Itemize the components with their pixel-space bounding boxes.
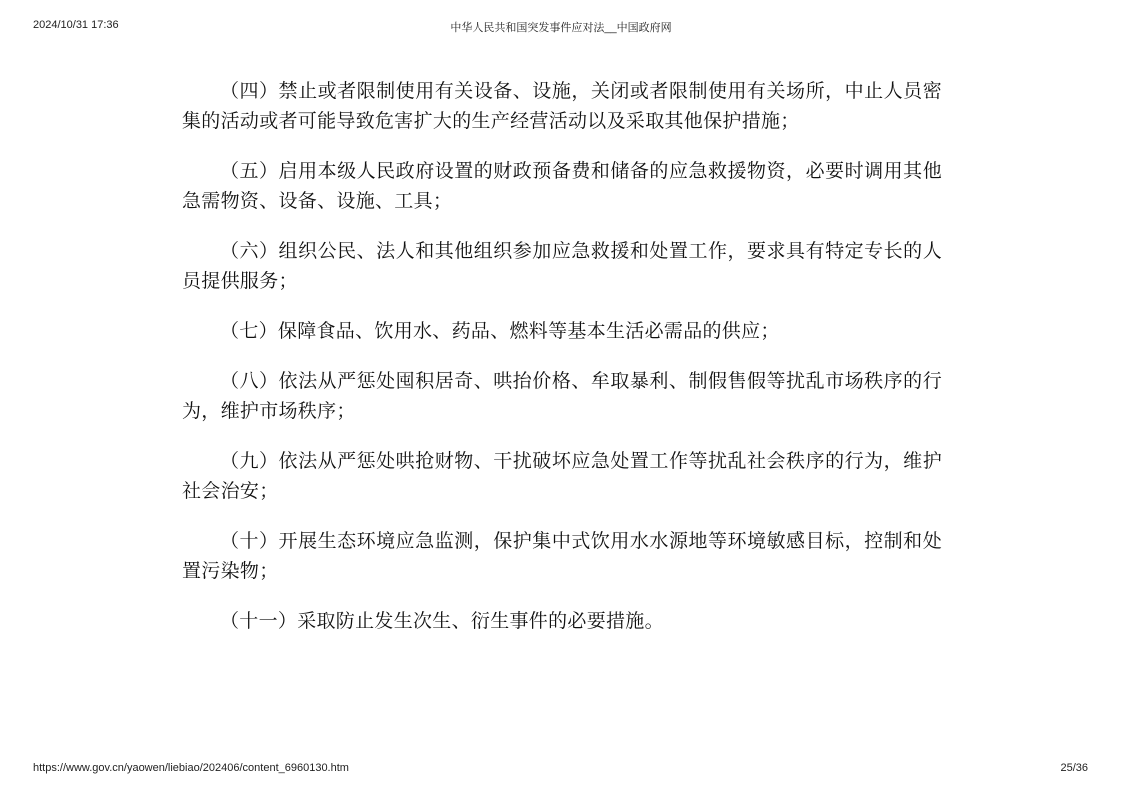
print-header — [0, 19, 1122, 35]
paragraph-item-6: （六）组织公民、法人和其他组织参加应急救援和处置工作，要求具有特定专长的人员提供服务； — [182, 240, 942, 292]
paragraph-item-7: （七）保障食品、饮用水、药品、燃料等基本生活必需品的供应； — [220, 320, 780, 342]
paragraph-item-10: （十）开展生态环境应急监测，保护集中式饮用水水源地等环境敏感目标，控制和处置污染物； — [182, 530, 942, 582]
page-number: 25/36 — [1060, 762, 1088, 774]
paragraph-item-4: （四）禁止或者限制使用有关设备、设施，关闭或者限制使用有关场所，中止人员密集的活动或者可能导致危害扩大的生产经营活动以及采取其他保护措施； — [182, 80, 942, 132]
paragraph-item-5: （五）启用本级人民政府设置的财政预备费和储备的应急救援物资，必要时调用其他急需物资、设备、设施、工具； — [182, 160, 942, 212]
page-url: https://www.gov.cn/yaowen/liebiao/202406/content_6960130.htm — [33, 762, 349, 774]
paragraph-item-8: （八）依法从严惩处囤积居奇、哄抬价格、牟取暴利、制假售假等扰乱市场秩序的行为，维护市场秩序； — [182, 370, 942, 422]
paragraph-item-9: （九）依法从严惩处哄抢财物、干扰破坏应急处置工作等扰乱社会秩序的行为，维护社会治安； — [182, 450, 942, 502]
print-footer — [0, 762, 1122, 778]
document-body — [182, 76, 942, 656]
paragraph-item-11: （十一）采取防止发生次生、衍生事件的必要措施。 — [220, 610, 664, 632]
page-title: 中华人民共和国突发事件应对法__中国政府网 — [450, 22, 672, 34]
print-datetime: 2024/10/31 17:36 — [33, 19, 119, 31]
